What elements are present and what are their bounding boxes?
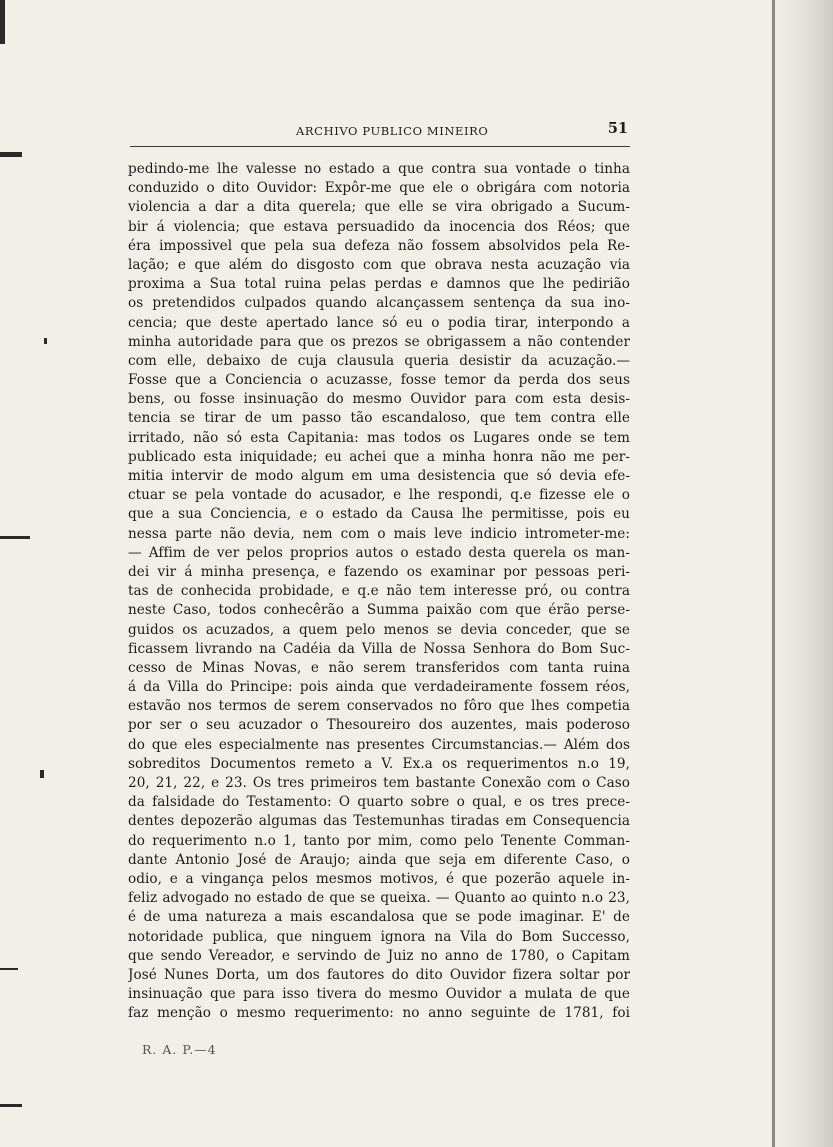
text-line: com elle, debaixo de cuja clausula queria desistir da acuzação.—	[128, 352, 630, 369]
text-line: da falsidade do Testamento: O quarto sobre o qual, e os tres prece-	[128, 794, 630, 811]
text-line: dei vir á minha presença, e fazendo os examinar por pessoas peri-	[128, 563, 630, 580]
edge-mark-top	[0, 0, 5, 44]
text-line: do que eles especialmente nas presentes Circumstancias.— Além dos	[128, 736, 630, 753]
speck-mark	[44, 338, 47, 344]
text-line: Fosse que a Conciencia o acuzasse, fosse temor da perda dos seus	[128, 372, 630, 389]
text-line: ctuar se pela vontade do acusador, e lhe respondi, q.e fizesse ele o	[128, 487, 630, 504]
text-line: sobreditos Documentos remeto a V. Ex.a os requerimentos n.o 19,	[128, 755, 630, 772]
text-line: cesso de Minas Novas, e não serem transferidos com tanta ruina	[128, 659, 630, 676]
text-line: bens, ou fosse insinuação do mesmo Ouvidor para com esta desis-	[128, 391, 630, 408]
page-number: 51	[607, 120, 628, 137]
running-title: ARCHIVO PUBLICO MINEIRO	[296, 124, 489, 138]
text-line: do requerimento n.o 1, tanto por mim, como pelo Tenente Comman-	[128, 832, 630, 849]
body-text	[128, 160, 630, 1023]
edge-mark-bottom	[0, 1104, 22, 1107]
text-line: conduzido o dito Ouvidor: Expôr-me que ele o obrigára com notoria	[128, 180, 630, 197]
text-line: faz menção o mesmo requerimento: no anno seguinte de 1781, foi	[128, 1005, 630, 1022]
text-line: tencia se tirar de um passo tão escandaloso, que tem contra elle	[128, 410, 630, 427]
text-line: José Nunes Dorta, um dos fautores do dito Ouvidor fizera soltar por	[128, 966, 630, 983]
page-gutter-shadow	[777, 0, 833, 1147]
text-line: é de uma natureza a mais escandalosa que se pode imaginar. E' de	[128, 909, 630, 926]
footer-signature: R. A. P.—4	[142, 1042, 217, 1057]
text-line: insinuação que para isso tivera do mesmo Ouvidor a mulata de que	[128, 986, 630, 1003]
header-rule	[130, 146, 630, 147]
text-line: éra impossivel que pela sua defeza não fossem absolvidos pela Re-	[128, 237, 630, 254]
text-line: irritado, não só esta Capitania: mas todos os Lugares onde se tem	[128, 429, 630, 446]
text-line: os pretendidos culpados quando alcançassem sentença da sua ino-	[128, 295, 630, 312]
text-line: dentes depozerão algumas das Testemunhas tiradas em Consequencia	[128, 813, 630, 830]
edge-mark-upper	[0, 152, 22, 157]
text-line: publicado esta iniquidade; eu achei que a minha honra não me per-	[128, 448, 630, 465]
text-line: á da Villa do Principe: pois ainda que verdadeiramente fossem réos,	[128, 679, 630, 696]
text-line: pedindo-me lhe valesse no estado a que contra sua vontade o tinha	[128, 161, 630, 177]
text-line: nessa parte não devia, nem com o mais leve indicio intrometer-me:	[128, 525, 630, 542]
text-line: bir á violencia; que estava persuadido da inocencia dos Réos; que	[128, 218, 630, 235]
text-line: minha autoridade para que os prezos se obrigassem a não contender	[128, 333, 630, 350]
edge-mark-lower	[0, 968, 18, 970]
text-line: cencia; que deste apertado lance só eu o podia tirar, interpondo a	[128, 314, 630, 331]
text-line: neste Caso, todos conhecêrão a Summa paixão com que érão perse-	[128, 602, 630, 619]
text-line: proxima a Sua total ruina pelas perdas e damnos que lhe pedirião	[128, 276, 630, 293]
text-line: violencia a dar a dita querela; que elle se vira obrigado a Sucum-	[128, 199, 630, 216]
text-line: dante Antonio José de Araujo; ainda que seja em diferente Caso, o	[128, 851, 630, 868]
text-line: ficassem livrando na Cadéia da Villa de Nossa Senhora do Bom Suc-	[128, 640, 630, 657]
text-line: 20, 21, 22, e 23. Os tres primeiros tem bastante Conexão com o Caso	[128, 775, 630, 791]
text-line: — Affim de ver pelos proprios autos o estado desta querela os man-	[128, 544, 630, 561]
text-line: odio, e a vingança pelos mesmos motivos, é que pozerão aquele in-	[128, 870, 630, 887]
text-line: que a sua Conciencia, e o estado da Causa lhe permitisse, pois eu	[128, 506, 630, 523]
page-header	[130, 118, 628, 144]
text-line: tas de conhecida probidade, e q.e não tem interesse pró, ou contra	[128, 583, 630, 600]
text-line: guidos os acuzados, a quem pelo menos se devia conceder, que se	[128, 621, 630, 638]
page-edge-line	[772, 0, 775, 1147]
speck-mark	[40, 770, 44, 778]
text-line: que sendo Vereador, e servindo de Juiz no anno de 1780, o Capitam	[128, 947, 630, 964]
text-line: por ser o seu acuzador o Thesoureiro dos auzentes, mais poderoso	[128, 717, 630, 734]
text-line: feliz advogado no estado de que se queixa. — Quanto ao quinto n.o 23,	[128, 890, 630, 907]
text-line: estavão nos termos de serem conservados no fôro que lhes competia	[128, 698, 630, 715]
text-line: notoridade publica, que ninguem ignora na Vila do Bom Successo,	[128, 928, 630, 945]
text-line: mitia intervir de modo algum em uma desistencia que só devia efe-	[128, 468, 630, 484]
text-line: lação; e que além do disgosto com que obrava nesta acuzação via	[128, 256, 630, 273]
edge-mark-middle	[0, 536, 30, 539]
